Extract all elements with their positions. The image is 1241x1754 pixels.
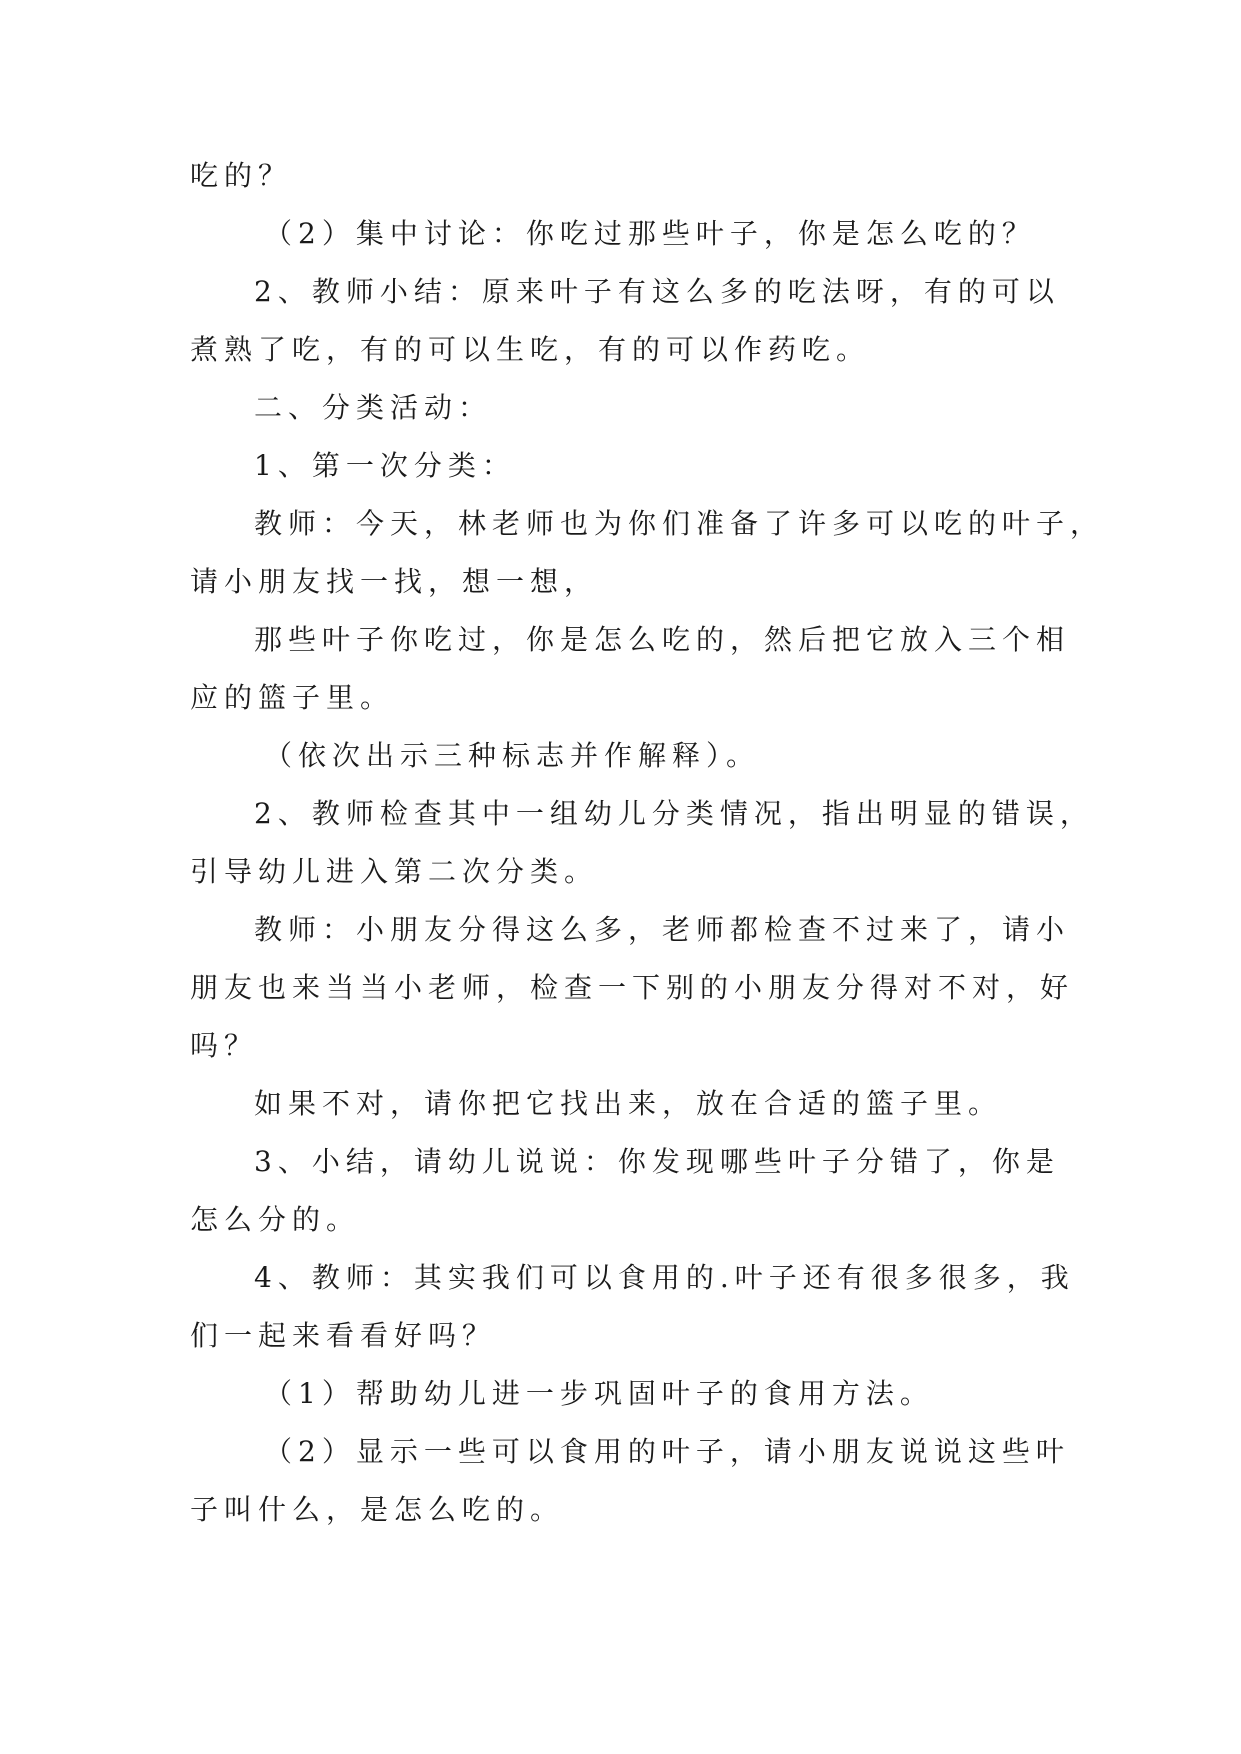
text-line: 吗？ <box>190 1029 259 1062</box>
text-line: 教师：今天，林老师也为你们准备了许多可以吃的叶子， <box>254 507 1105 540</box>
text-line: 应的篮子里。 <box>190 681 395 714</box>
text-line: 吃的？ <box>190 159 293 192</box>
text-line: （2）集中讨论：你吃过那些叶子，你是怎么吃的？ <box>264 217 1036 250</box>
text-line: 2、教师小结：原来叶子有这么多的吃法呀，有的可以 <box>254 275 1060 308</box>
section-heading: 二、分类活动： <box>254 391 493 424</box>
text-line: 怎么分的。 <box>190 1203 361 1236</box>
text-line: 引导幼儿进入第二次分类。 <box>190 855 599 888</box>
text-line: 如果不对，请你把它找出来，放在合适的篮子里。 <box>254 1087 1003 1120</box>
text-line: （依次出示三种标志并作解释）。 <box>264 739 761 772</box>
document-body <box>190 156 1105 1548</box>
text-line: 们一起来看看好吗？ <box>190 1319 497 1352</box>
text-line: 那些叶子你吃过，你是怎么吃的，然后把它放入三个相 <box>254 623 1071 656</box>
text-line: 朋友也来当当小老师，检查一下别的小朋友分得对不对，好 <box>190 971 1075 1004</box>
text-line: 煮熟了吃，有的可以生吃，有的可以作药吃。 <box>190 333 871 366</box>
text-line: （2）显示一些可以食用的叶子，请小朋友说说这些叶 <box>264 1435 1070 1468</box>
text-line: 子叫什么，是怎么吃的。 <box>190 1493 565 1526</box>
text-line: 请小朋友找一找，想一想， <box>190 565 599 598</box>
text-line: （1）帮助幼儿进一步巩固叶子的食用方法。 <box>264 1377 934 1410</box>
text-line: 3、小结，请幼儿说说：你发现哪些叶子分错了，你是 <box>254 1145 1060 1178</box>
text-line: 4、教师：其实我们可以食用的.叶子还有很多很多，我 <box>254 1261 1075 1294</box>
subsection-heading: 1、第一次分类： <box>254 449 516 482</box>
text-line: 教师：小朋友分得这么多，老师都检查不过来了，请小 <box>254 913 1071 946</box>
text-line: 2、教师检查其中一组幼儿分类情况，指出明显的错误， <box>254 797 1094 830</box>
